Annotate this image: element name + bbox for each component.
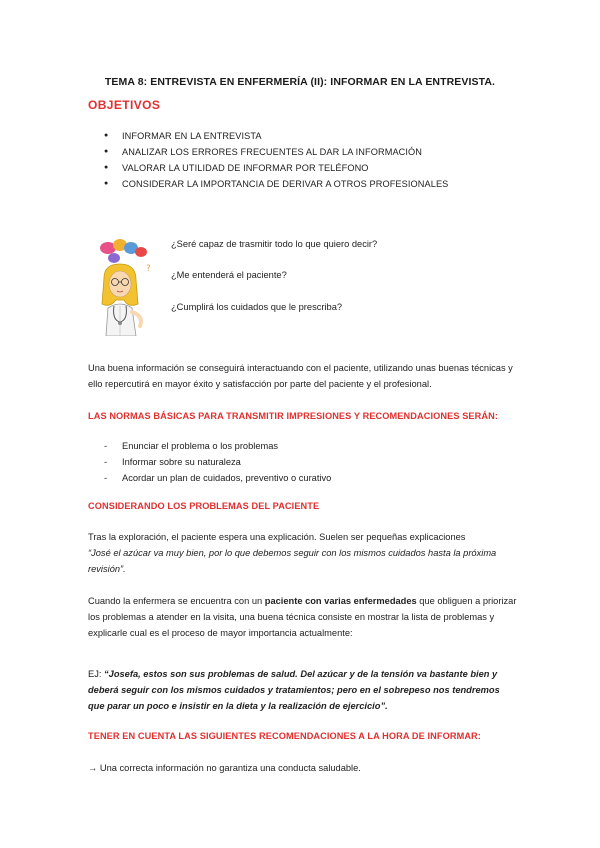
list-item: - Informar sobre su naturaleza bbox=[104, 454, 331, 470]
question-text: ¿Cumplirá los cuidados que le prescriba? bbox=[171, 302, 343, 312]
problemas-paragraph-1 bbox=[88, 529, 518, 577]
normas-list bbox=[104, 438, 331, 486]
problemas-text: Tras la exploración, el paciente espera una explicación. Suelen ser pequeñas explicaciones bbox=[88, 532, 466, 542]
list-item: ● INFORMAR EN LA ENTREVISTA bbox=[104, 128, 448, 144]
objetivos-heading: OBJETIVOS bbox=[88, 98, 161, 112]
example-label: EJ: bbox=[88, 669, 105, 679]
recomendacion-text: Una correcta información no garantiza una conducta saludable. bbox=[99, 763, 361, 773]
paragraph-text: que obliguen a priorizar los problemas a atender en la visita, una buena técnica consiste en mostrar la lista de problemas y explicarle cual es el proceso de mayor importancia actualmente: bbox=[88, 596, 517, 638]
list-item: ● VALORAR LA UTILIDAD DE INFORMAR POR TELÉFONO bbox=[104, 160, 448, 176]
example-quote: “Josefa, estos son sus problemas de salud. Del azúcar y de la tensión va bastante bien y deberá seguir con los mismos cuidados y tratamientos; pero en el sobrepeso nos tendremos que parar un poco e insistir en la dieta y la realización de ejercicio”. bbox=[88, 669, 500, 711]
recomendaciones-heading: TENER EN CUENTA LAS SIGUIENTES RECOMENDACIONES A LA HORA DE INFORMAR: bbox=[88, 731, 481, 741]
problemas-heading: CONSIDERANDO LOS PROBLEMAS DEL PACIENTE bbox=[88, 501, 320, 511]
intro-paragraph: Una buena información se conseguirá interactuando con el paciente, utilizando unas buenas técnicas y ello repercutirá en mayor éxito y satisfacción por parte del paciente y el profesional. bbox=[88, 363, 513, 389]
speech-bubble-icon bbox=[135, 247, 147, 257]
page-title: TEMA 8: ENTREVISTA EN ENFERMERÍA (II): INFORMAR EN LA ENTREVISTA. bbox=[104, 76, 496, 88]
problemas-paragraph-2 bbox=[88, 593, 518, 641]
paragraph-bold-text: paciente con varias enfermedades bbox=[264, 596, 417, 606]
question-text: ¿Seré capaz de trasmitir todo lo que quiero decir? bbox=[171, 239, 378, 249]
list-item: ● ANALIZAR LOS ERRORES FRECUENTES AL DAR LA INFORMACIÓN bbox=[104, 144, 448, 160]
svg-text:?: ? bbox=[146, 264, 151, 274]
objetivos-list bbox=[104, 128, 448, 192]
list-item: - Enunciar el problema o los problemas bbox=[104, 438, 331, 454]
arrow-right-icon: → bbox=[88, 763, 98, 773]
speech-bubble-icon bbox=[108, 253, 120, 263]
list-item: ● CONSIDERAR LA IMPORTANCIA DE DERIVAR A OTROS PROFESIONALES bbox=[104, 176, 448, 192]
question-text: ¿Me entenderá el paciente? bbox=[171, 270, 287, 280]
normas-heading: LAS NORMAS BÁSICAS PARA TRANSMITIR IMPRESIONES Y RECOMENDACIONES SERÁN: bbox=[88, 411, 499, 421]
problemas-quote: “José el azúcar va muy bien, por lo que debemos seguir con los mismos cuidados hasta la próxima revisión”. bbox=[88, 548, 497, 574]
example-paragraph bbox=[88, 666, 518, 714]
nurse-illustration bbox=[94, 236, 160, 336]
list-item: - Acordar un plan de cuidados, preventivo o curativo bbox=[104, 470, 331, 486]
paragraph-text: Cuando la enfermera se encuentra con un bbox=[88, 596, 265, 606]
recomendaciones-item bbox=[88, 760, 518, 776]
